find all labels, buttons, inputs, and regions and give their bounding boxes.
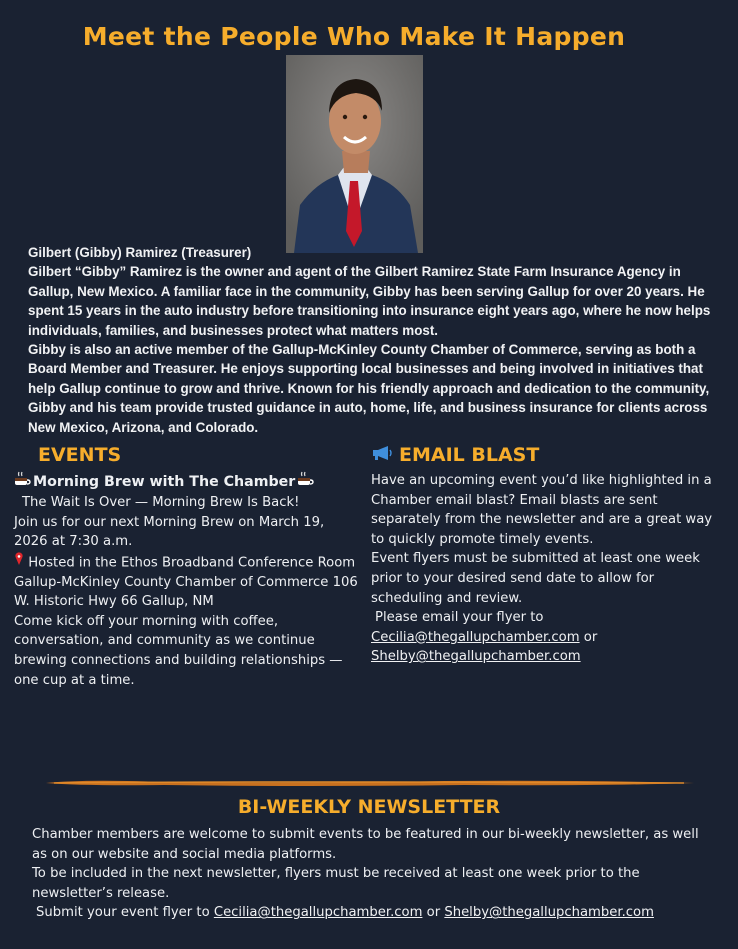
newsletter-submit-prefix: Submit your event flyer to [36,905,210,921]
newsletter-body [32,825,712,923]
event-location: Hosted in the Ethos Broadband Conference Room Gallup-McKinley County Chamber of Commerce 106 W. Historic Hwy 66 Gallup, NM [14,555,358,610]
newsletter-line-1: Chamber members are welcome to submit events to be featured in our bi-weekly newsletter, as well as on our website and social media platforms. [32,827,699,862]
profile-paragraph-2: Gibby is also an active member of the Gallup-McKinley County Chamber of Commerce, serving as both a Board Member and Treasurer. He enjoys supporting local businesses and being involved in initiatives that help Gallup continue to grow and thrive. Known for his friendly approach and dedication to the community, Gibby and his team provide trusted guidance in auto, home, life, and business insurance for clients across New Mexico, Arizona, and Colorado. [28,342,710,435]
email-or: or [583,629,598,645]
megaphone-icon [371,443,393,467]
profile-photo [286,55,423,253]
event-date: Join us for our next Morning Brew on March 19, 2026 at 7:30 a.m. [14,514,325,550]
email-blast-deadline: Event flyers must be submitted at least one week prior to your desired send date to allow for scheduling and review. [371,551,700,606]
event-location-row [14,552,360,612]
profile-name: Gilbert (Gibby) Ramirez (Treasurer) [28,245,252,260]
events-heading: EVENTS [38,444,122,466]
email-blast-intro: Have an upcoming event you’d like highlighted in a Chamber email blast? Email blasts are sent separately from the newsletter and are a great way to quickly promote timely events. [371,473,713,547]
brush-divider [44,778,696,788]
newsletter-line-2: To be included in the next newsletter, flyers must be received at least one week prior to the newsletter’s release. [32,866,640,901]
email-blast-section [371,443,721,667]
map-pin-icon [14,552,24,573]
event-description: Come kick off your morning with coffee, conversation, and community as we continue brewing connections and building relationships — one cup at a time. [14,613,343,688]
newsletter-or: or [426,905,441,921]
profile-bio [28,243,722,437]
newsletter-heading: BI-WEEKLY NEWSLETTER [237,796,501,818]
event-title-row [14,471,360,493]
email-blast-heading: EMAIL BLAST [399,444,540,466]
newsletter-submit [32,903,712,923]
email-blast-heading-row [371,443,721,467]
email-link-shelby[interactable]: Shelby@thegallupchamber.com [371,649,581,665]
email-link-cecilia[interactable]: Cecilia@thegallupchamber.com [371,629,580,645]
event-tagline: The Wait Is Over — Morning Brew Is Back! [22,495,300,510]
newsletter-email-cecilia[interactable]: Cecilia@thegallupchamber.com [213,905,423,921]
email-blast-prompt: Please email your flyer to [375,610,544,626]
profile-paragraph-1: Gilbert “Gibby” Ramirez is the owner and agent of the Gilbert Ramirez State Farm Insurance Agency in Gallup, New Mexico. A familiar face in the community, Gibby has been serving Gallup for over 20 years. He spent 15 years in the auto industry before transitioning into insurance eight years ago, where he now helps individuals, families, and businesses protect what matters most. [28,264,711,338]
coffee-cup-icon [297,471,314,493]
page-title: Meet the People Who Make It Happen [82,22,626,51]
newsletter-email-shelby[interactable]: Shelby@thegallupchamber.com [444,905,654,921]
event-title: Morning Brew with The Chamber [33,474,296,490]
events-section [14,443,360,690]
email-blast-contacts [371,628,721,667]
coffee-cup-icon [14,471,31,493]
